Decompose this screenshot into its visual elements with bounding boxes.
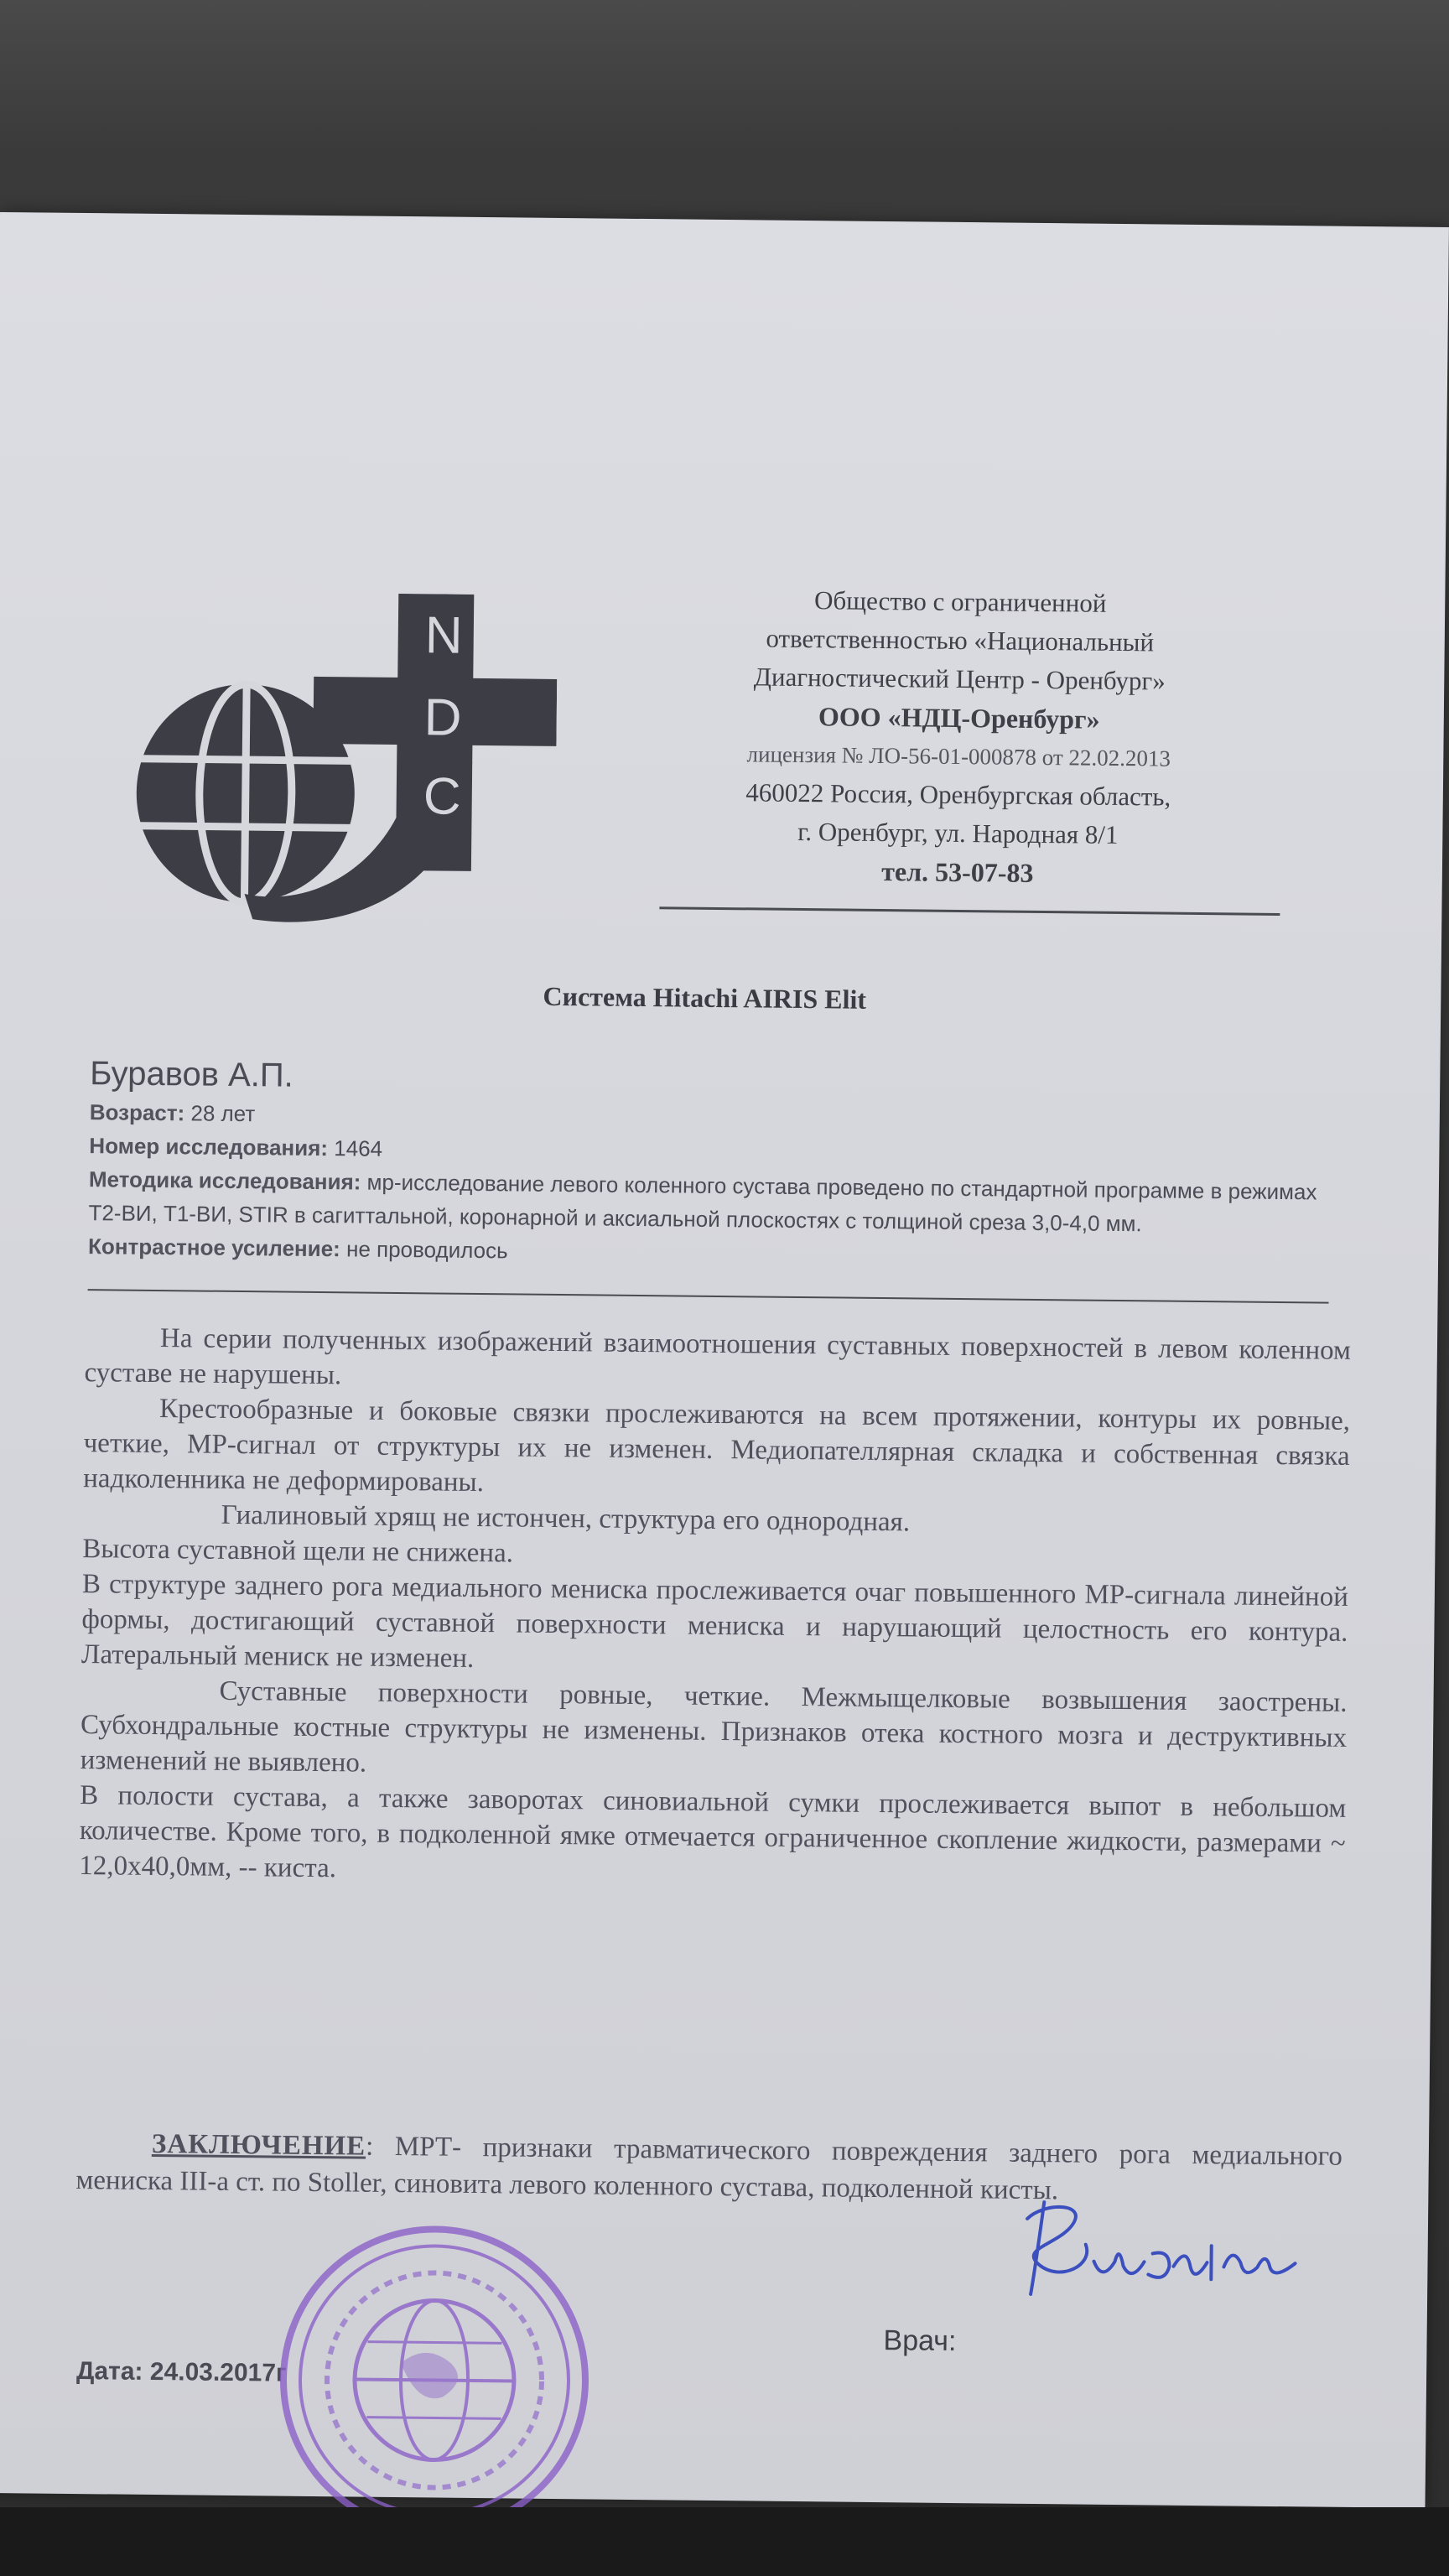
doctor-signature [993, 2184, 1322, 2314]
org-license: лицензия № ЛО-56-01-000878 от 22.02.2013 [746, 741, 1171, 771]
system-title: Система Hitachi AIRIS Elit [543, 980, 867, 1015]
study-label: Номер исследования: [89, 1133, 329, 1161]
ndc-logo [118, 590, 558, 930]
logo-letter-d: D [423, 688, 462, 747]
findings [79, 1320, 1351, 1897]
official-stamp [273, 2220, 595, 2542]
doctor-label: Врач: [883, 2324, 957, 2358]
findings-paragraph-5: В структуре заднего рога медиального мениска прослеживается очаг повышенного МР-сигнала линейной формы, достигающий суставной поверхности мениска и нарушающий целостность его контура. Латеральный мениск не изменен. [80, 1569, 1349, 1674]
contrast-value: не проводилось [340, 1236, 508, 1264]
organization-header [631, 579, 1288, 895]
org-line-2: ответственностью «Национальный [766, 623, 1155, 657]
study-value: 1464 [327, 1135, 383, 1161]
bottom-edge-shadow [0, 2507, 1449, 2576]
logo-letter-n: N [424, 606, 463, 665]
findings-paragraph-3: Гиалиновый хрящ не истончен, структура его однородная. [221, 1499, 911, 1538]
date-label: Дата: [75, 2357, 143, 2386]
org-short-name: ООО «НДЦ-Оренбург» [818, 701, 1100, 735]
logo-letter-c: C [423, 767, 461, 826]
patient-name: Буравов А.П. [90, 1055, 293, 1094]
conclusion-text: : МРТ- признаки травматического повреждения заднего рога медиального мениска III-а ст. по Stoller, синовита левого коленного сустава, подколенной кисты. [75, 2131, 1343, 2206]
patient-divider [88, 1289, 1329, 1303]
findings-paragraph-4: Высота суставной щели не снижена. [82, 1534, 514, 1569]
date-value: 24.03.2017г [143, 2357, 287, 2387]
org-line-3: Диагностический Центр - Оренбург» [753, 662, 1166, 696]
contrast-label: Контрастное усиление: [87, 1233, 340, 1262]
document-sheet [0, 212, 1449, 2508]
org-address-1: 460022 Россия, Оренбургская область, [745, 777, 1171, 812]
org-phone: тел. 53-07-83 [881, 856, 1034, 888]
method-label: Методика исследования: [88, 1166, 361, 1195]
org-address-2: г. Оренбург, ул. Народная 8/1 [797, 816, 1119, 849]
findings-paragraph-2: Крестообразные и боковые связки прослеживаются на всем протяжении, контуры их ровные, четкие, МР-сигнал от структуры их не изменен. Медиопателлярная складка и собственная связка надколенника не деформированы. [83, 1394, 1351, 1498]
age-value: 28 лет [184, 1100, 256, 1127]
findings-paragraph-7: В полости сустава, а также заворотах синовиальной сумки прослеживается выпот в небольшом количестве. Кроме того, в подколенной ямке отмечается ограниченное скопление жидкости, размерами ~ 12,0х40,0мм, -- киста. [79, 1780, 1347, 1884]
age-label: Возраст: [89, 1099, 185, 1126]
org-line-1: Общество с ограниченной [813, 585, 1107, 618]
conclusion-heading: ЗАКЛЮЧЕНИЕ [151, 2128, 366, 2162]
study-method [88, 1162, 1330, 1242]
method-value: мр-исследование левого коленного сустава проведено по стандартной программе в режимах Т2-ВИ, Т1-ВИ, STIR в сагиттальной, коронарной и аксиальной плоскостях с толщиной среза 3,0-4,0 мм. [88, 1169, 1317, 1237]
patient-info [88, 1052, 1332, 1275]
header-divider [659, 906, 1280, 916]
findings-paragraph-6: Суставные поверхности ровные, четкие. Межмыщелковые возвышения заострены. Субхондральные костные структуры не изменены. Признаков отека костного мозга и деструктивных изменений не выявлено. [80, 1675, 1348, 1779]
report-date [76, 2357, 287, 2388]
findings-paragraph-1: На серии полученных изображений взаимоотношения суставных поверхностей в левом коленном суставе не нарушены. [84, 1323, 1352, 1391]
